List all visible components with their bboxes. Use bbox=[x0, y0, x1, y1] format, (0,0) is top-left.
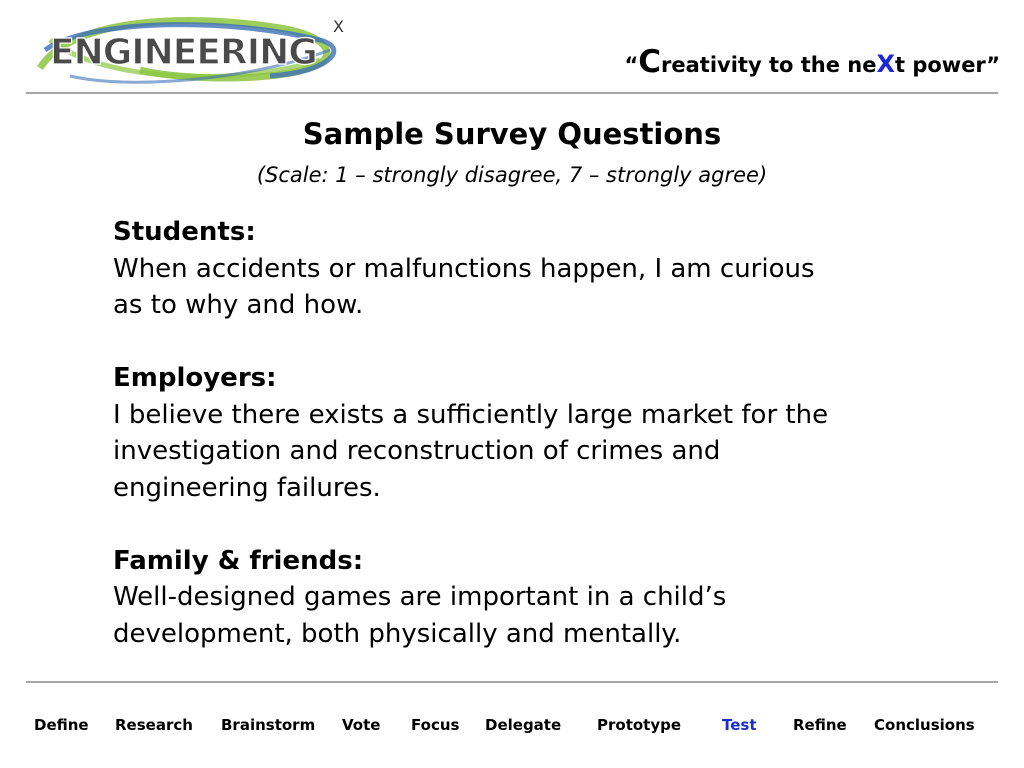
nav-conclusions[interactable]: Conclusions bbox=[874, 716, 975, 734]
nav-delegate[interactable]: Delegate bbox=[485, 716, 562, 734]
section-line: Well-designed games are important in a child’s bbox=[113, 582, 727, 612]
section-students bbox=[113, 214, 933, 324]
svg-text:ENGINEERING: ENGINEERING bbox=[50, 32, 317, 73]
tagline-x: X bbox=[876, 50, 895, 78]
survey-content bbox=[113, 214, 933, 652]
nav-brainstorm[interactable]: Brainstorm bbox=[221, 716, 316, 734]
tagline bbox=[624, 44, 1000, 80]
tagline-close-quote: ” bbox=[986, 53, 1000, 77]
nav-prototype[interactable]: Prototype bbox=[597, 716, 682, 734]
section-line: When accidents or malfunctions happen, I am curious bbox=[113, 253, 815, 284]
tagline-open-quote: “ bbox=[624, 53, 639, 77]
tagline-part2: t power bbox=[894, 53, 987, 77]
nav-vote[interactable]: Vote bbox=[342, 716, 381, 734]
section-heading: Family & friends: bbox=[113, 545, 364, 576]
slide-title: Sample Survey Questions bbox=[302, 117, 722, 151]
section-employers bbox=[113, 360, 933, 506]
section-heading: Students: bbox=[113, 217, 256, 247]
nav-refine[interactable]: Refine bbox=[793, 716, 847, 734]
section-line: investigation and reconstruction of crimes and bbox=[113, 436, 721, 466]
tagline-part1: reativity to the ne bbox=[661, 53, 877, 77]
section-line: engineering failures. bbox=[113, 472, 381, 503]
svg-text:X: X bbox=[333, 17, 344, 36]
section-family-friends bbox=[113, 543, 933, 653]
section-line: I believe there exists a sufficiently large market for the bbox=[113, 399, 829, 430]
slide-subtitle: (Scale: 1 – strongly disagree, 7 – strongly agree) bbox=[256, 163, 768, 187]
footer-divider bbox=[26, 681, 998, 683]
nav-focus[interactable]: Focus bbox=[411, 716, 460, 734]
nav-define[interactable]: Define bbox=[34, 716, 89, 734]
section-line: as to why and how. bbox=[113, 290, 364, 320]
process-nav bbox=[0, 716, 1024, 738]
engineering-x-logo bbox=[30, 10, 360, 90]
header-divider bbox=[26, 92, 998, 94]
section-heading: Employers: bbox=[113, 363, 277, 393]
nav-test[interactable]: Test bbox=[722, 716, 757, 734]
section-line: development, both physically and mentally. bbox=[113, 618, 682, 649]
nav-research[interactable]: Research bbox=[115, 716, 193, 734]
tagline-c: C bbox=[638, 44, 662, 80]
